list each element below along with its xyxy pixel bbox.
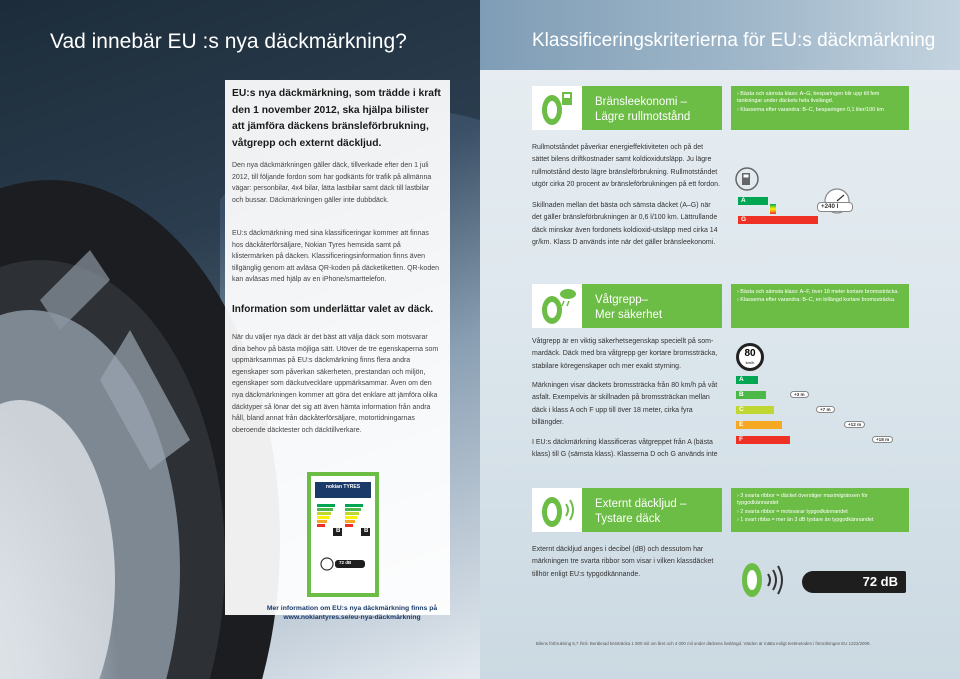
label-noise: 72 dB [339,560,352,565]
fuel-section-band [532,86,722,130]
speed-unit: km/h [745,360,755,365]
wet-title-1: Våtgrepp– [595,294,649,306]
wet-grade-distance: +12 m [844,421,865,428]
wet-bullets [731,284,909,328]
eu-tyre-label [307,472,379,597]
speed-sign [736,343,764,371]
info-paragraph: När du väljer nya däck är det bäst att välja däck som motsvarar dina behov på bästa möjliga sätt. Utöver de tre egenskaperna som uppmärksammas på EU:s däckmärkning finns flera andra egenskaper som påverkan säkerheten, prestandan och miljön, egenskaper som däckutvecklare uppmärksammar. Även om den nya däckmärkningen kommer att göra det enklare att jämföra olika däcktyper så lönar det sig att även hämta information från andra håll, bland annat från däckåterförsäljare, motortidningarnas oberoende däcktester och däcktillverkare. [232,334,439,434]
noise-bullet: › 2 svarta ribbor = motsvarar typgodkännandet [737,509,903,516]
wet-grade-distance: +3 m [790,391,809,398]
eu-label-graphic [315,482,371,588]
wet-grade-c: C [736,406,774,414]
wet-grade-distance: +7 m [816,406,835,413]
wet-grade-distance: +18 m [872,436,893,443]
fuel-title-1: Bränsleekonomi – [595,96,688,108]
wet-paragraph-1: Våtgrepp är en viktig säkerhetsegenskap speciellt på sommardäck. Däck med bra våtgrepp ger kortare bromssträcka, stabilare köregenskaper och mer exakt styrning. [532,338,718,370]
footnote: Bilens förbrukning 6,7 l/mil. Beräknad körsträcka 1 500 mil om året och 4 000 mil under däckens livslängd. Värden är mätta enligt testmetoden i förordningen EU 1222/2009. [536,641,871,646]
fuel-title-2: Lägre rullmotstånd [595,110,691,123]
noise-bullets [731,488,909,532]
fuel-paragraph-1: Rullmotståndet påverkar energieffektiviteten och på det sättet bilens driftkostnader samt koldioxidutsläpp. Ju lägre rullmotstånd desto lägre bränsleförbrukning. Rullmotståndet utgör cirka 20 procent av bränsleförbrukningen på ett fordon. [532,144,720,189]
fuel-grade-gradient [770,204,776,214]
noise-icon-box [532,488,582,532]
noise-icon [532,488,582,532]
fuel-grade-top: A [738,197,768,205]
wet-bullet: › Klasserna efter varandra: B–C, en billängd kortare bromssträcka. [737,297,903,304]
fuel-grade-bottom: G [738,216,818,224]
noise-title-1: Externt däckljud – [595,498,687,510]
wet-icon-box [532,284,582,328]
fuel-pump-icon [735,166,759,192]
noise-bullet: › 1 svart ribba = mer än 3 dB tystare än typgodkännandet [737,517,903,524]
wet-paragraph-3: I EU:s däckmärkning klassificeras våtgreppet från A (bästa klass) till G (sämsta klass). Klasserna D och G används inte [532,439,718,459]
wet-title-2: Mer säkerhet [595,308,663,321]
fuel-bullet: › Klasserna efter varandra: B–C, besparingen 0,1 liter/100 km [737,107,903,114]
info-subheading: Information som underlättar valet av däck. [232,304,434,315]
wet-grade-e: E [736,421,782,429]
wet-grade-f: F [736,436,790,444]
fuel-icon [532,86,582,130]
right-page [480,0,960,679]
more-info-text: Mer information om EU:s nya däckmärkning finns på [266,605,438,612]
left-page-title: Vad innebär EU :s nya däckmärkning? [50,30,407,53]
label-grade-right: B [364,528,369,534]
fuel-icon-box [532,86,582,130]
speed-value: 80 [744,348,756,359]
right-page-title: Klassificeringskriterierna för EU:s däckmärkning [532,30,936,51]
wet-section-band [532,284,722,328]
noise-section-band [532,488,722,532]
intro-paragraph-2: EU:s däckmärkning med sina klassificeringar kommer att finnas hos däckåterförsäljare, Nokian Tyres hemsida samt på klistermärken på däcken. Klassificeringsinformation finns även tillgänglig genom att avläsa QR-koden på däcketiketten. QR-koden kan avläsas med hjälp av en iPhone/smarttelefon. [232,230,440,284]
noise-db-badge: 72 dB [802,571,906,593]
more-info-link[interactable]: www.nokiantyres.se/eu-nya-däckmärkning [283,614,421,621]
label-brand: nokian TYRES [325,484,361,490]
fuel-bullets [731,86,909,130]
noise-title-2: Tystare däck [595,512,661,525]
noise-paragraph: Externt däckljud anges i decibel (dB) och dessutom har märkningen tre svarta ribbor som visar i vilken klassdäcket tillhör enligt EU:s typgodkännande. [532,546,714,578]
fuel-bullet: › Bästa och sämsta klass: A–G, besparingen blir upp till fem tankningar under däckets hela livslängd. [737,91,903,106]
wet-grip-icon [532,284,582,328]
wet-bullet: › Bästa och sämsta klass: A–F, över 18 meter kortare bromssträcka. [737,289,903,296]
noise-bullet: › 3 svarta ribbor = däcket överstiger maximigränsen för typgodkännandet [737,493,903,508]
fuel-saving-badge: +240 l [817,202,853,212]
wet-paragraph-2: Märkningen visar däckets bromssträcka från 80 km/h på våt asfalt. Exempelvis är skillnaden på bromssträckan mellan däck i klass A och F upp till över 18 meter, cirka fyra billängder. [532,382,718,427]
intro-lead: EU:s nya däckmärkning, som trädde i kraft den 1 november 2012, ska hjälpa bilister att jämföra däckens bränsleförbrukning, våtgrepp och externt däckljud. [232,88,441,149]
intro-paragraph-1: Den nya däckmärkningen gäller däck, tillverkade efter den 1 juli 2012, till följande fordon som har godkänts för trafik på allmänna vägar: personbilar, 4x4 bilar, lätta lastbilar samt däck till lastbilar och bussar. Däckmärkningen gäller inte dubbdäck. [232,162,432,204]
wet-grade-a: A [736,376,758,384]
fuel-paragraph-2: Skillnaden mellan det bästa och sämsta däcket (A–G) när det gäller bränsleförbrukningen är 0,6 l/100 km. Lättrullande däck minskar även fordonets koldioxid-utsläpp med cirka 14 gr/km. Klass D används inte när det gäller bränsleekonomi. [532,202,718,247]
noise-tyre-icon [738,558,798,602]
more-info [262,604,442,622]
label-grade-left: B [336,528,341,534]
wet-grade-b: B [736,391,766,399]
